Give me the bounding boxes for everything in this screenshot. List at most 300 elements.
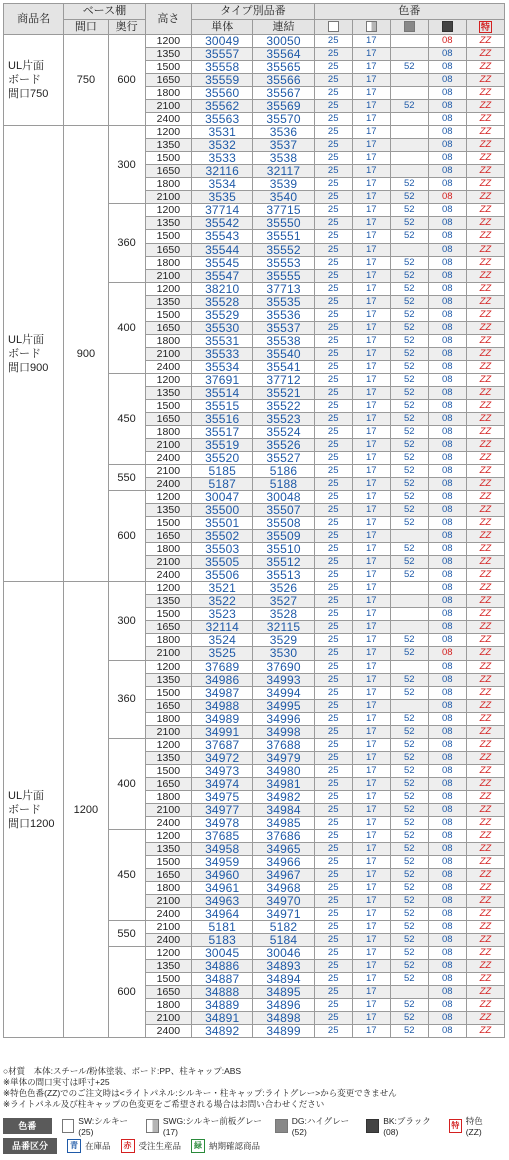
- c08-cell: 08: [428, 217, 466, 230]
- c52-cell: 52: [390, 777, 428, 790]
- czz-cell: ZZ: [466, 113, 504, 126]
- linked-cell: 3526: [253, 582, 314, 595]
- c08-cell: 08: [428, 465, 466, 478]
- c17-cell: 17: [352, 556, 390, 569]
- height-cell: 2100: [145, 895, 192, 908]
- c25-cell: 25: [314, 1012, 352, 1025]
- linked-cell: 3540: [253, 191, 314, 204]
- linked-cell: 34971: [253, 908, 314, 921]
- single-cell: 5185: [192, 465, 253, 478]
- height-cell: 1800: [145, 178, 192, 191]
- c08-cell: 08: [428, 438, 466, 451]
- c17-cell: 17: [352, 855, 390, 868]
- c08-cell: 08: [428, 908, 466, 921]
- c25-cell: 25: [314, 321, 352, 334]
- legend-stock: [3, 1138, 505, 1154]
- c17-cell: 17: [352, 465, 390, 478]
- header-type-code: タイプ別品番: [192, 4, 315, 20]
- c25-cell: 25: [314, 269, 352, 282]
- height-cell: 1200: [145, 126, 192, 139]
- height-cell: 1200: [145, 660, 192, 673]
- c25-cell: 25: [314, 204, 352, 217]
- c17-cell: 17: [352, 764, 390, 777]
- c25-cell: 25: [314, 764, 352, 777]
- c17-cell: 17: [352, 582, 390, 595]
- height-cell: 1350: [145, 295, 192, 308]
- single-cell: 35534: [192, 360, 253, 373]
- czz-cell: ZZ: [466, 452, 504, 465]
- c08-cell: 08: [428, 803, 466, 816]
- linked-cell: 37715: [253, 204, 314, 217]
- c08-cell: 08: [428, 569, 466, 582]
- height-cell: 1500: [145, 308, 192, 321]
- legend-text: SW:シルキー(25): [78, 1116, 128, 1137]
- height-cell: 2100: [145, 1012, 192, 1025]
- c08-cell: 08: [428, 895, 466, 908]
- czz-cell: ZZ: [466, 947, 504, 960]
- height-cell: 1650: [145, 777, 192, 790]
- depth-cell: 360: [108, 660, 145, 738]
- c52-cell: 52: [390, 438, 428, 451]
- linked-cell: 34980: [253, 764, 314, 777]
- depth-cell: 550: [108, 921, 145, 947]
- header-base-shelf: ベース棚: [64, 4, 145, 20]
- c52-cell: [390, 582, 428, 595]
- c52-cell: 52: [390, 386, 428, 399]
- c25-cell: 25: [314, 230, 352, 243]
- c25-cell: 25: [314, 921, 352, 934]
- height-cell: 1650: [145, 986, 192, 999]
- linked-cell: 34968: [253, 882, 314, 895]
- c52-cell: 52: [390, 360, 428, 373]
- c52-cell: 52: [390, 673, 428, 686]
- c08-cell: 08: [428, 777, 466, 790]
- czz-cell: ZZ: [466, 647, 504, 660]
- header-depth: 奥行: [108, 19, 145, 35]
- single-cell: 32116: [192, 165, 253, 178]
- height-cell: 2100: [145, 803, 192, 816]
- czz-cell: ZZ: [466, 556, 504, 569]
- c25-cell: 25: [314, 908, 352, 921]
- c52-cell: 52: [390, 465, 428, 478]
- c08-cell: 08: [428, 87, 466, 100]
- c52-cell: 52: [390, 686, 428, 699]
- single-cell: 34887: [192, 973, 253, 986]
- c52-cell: 52: [390, 738, 428, 751]
- product-name-line: ボード: [8, 803, 41, 816]
- single-cell: 5181: [192, 921, 253, 934]
- header-badge-toku: [466, 19, 504, 35]
- c25-cell: 25: [314, 882, 352, 895]
- height-cell: 2100: [145, 438, 192, 451]
- c25-cell: 25: [314, 412, 352, 425]
- czz-cell: ZZ: [466, 569, 504, 582]
- single-cell: 35503: [192, 543, 253, 556]
- czz-cell: ZZ: [466, 973, 504, 986]
- spec-table: [3, 3, 505, 1038]
- c08-cell: 08: [428, 530, 466, 543]
- product-name-line: ボード: [8, 347, 41, 360]
- c17-cell: 17: [352, 74, 390, 87]
- czz-cell: ZZ: [466, 895, 504, 908]
- c52-cell: 52: [390, 217, 428, 230]
- c17-cell: 17: [352, 869, 390, 882]
- c25-cell: 25: [314, 816, 352, 829]
- linked-cell: 35565: [253, 61, 314, 74]
- c25-cell: 25: [314, 790, 352, 803]
- czz-cell: ZZ: [466, 282, 504, 295]
- czz-cell: ZZ: [466, 269, 504, 282]
- height-cell: 2400: [145, 113, 192, 126]
- c17-cell: 17: [352, 35, 390, 48]
- linked-cell: 32117: [253, 165, 314, 178]
- c08-cell: 08: [428, 921, 466, 934]
- linked-cell: 37713: [253, 282, 314, 295]
- single-cell: 34972: [192, 751, 253, 764]
- czz-cell: ZZ: [466, 360, 504, 373]
- c25-cell: 25: [314, 673, 352, 686]
- linked-cell: 34965: [253, 842, 314, 855]
- c17-cell: 17: [352, 647, 390, 660]
- c17-cell: 17: [352, 139, 390, 152]
- linked-cell: 35555: [253, 269, 314, 282]
- legend-text: 受注生産品: [138, 1141, 182, 1151]
- linked-cell: 3537: [253, 139, 314, 152]
- c25-cell: 25: [314, 842, 352, 855]
- c17-cell: 17: [352, 178, 390, 191]
- c25-cell: 25: [314, 777, 352, 790]
- single-cell: 34964: [192, 908, 253, 921]
- c25-cell: 25: [314, 295, 352, 308]
- c08-cell: 08: [428, 660, 466, 673]
- c52-cell: 52: [390, 204, 428, 217]
- c08-cell: 08: [428, 543, 466, 556]
- stock-icon: 青: [67, 1139, 81, 1153]
- legend-text: SWG:シルキー前板グレー(17): [162, 1116, 262, 1137]
- height-cell: 1200: [145, 282, 192, 295]
- single-cell: 34959: [192, 855, 253, 868]
- header-height: 高さ: [145, 4, 192, 35]
- c52-cell: [390, 139, 428, 152]
- c17-cell: 17: [352, 842, 390, 855]
- c25-cell: 25: [314, 347, 352, 360]
- c25-cell: 25: [314, 113, 352, 126]
- depth-cell: 600: [108, 947, 145, 1038]
- c17-cell: 17: [352, 712, 390, 725]
- single-cell: 34986: [192, 673, 253, 686]
- depth-cell: 400: [108, 282, 145, 373]
- czz-cell: ZZ: [466, 777, 504, 790]
- c52-cell: 52: [390, 425, 428, 438]
- single-cell: 34991: [192, 725, 253, 738]
- linked-cell: 34966: [253, 855, 314, 868]
- single-cell: 3523: [192, 608, 253, 621]
- product-name-line: 間口1200: [8, 817, 55, 830]
- c08-cell: 08: [428, 373, 466, 386]
- height-cell: 1650: [145, 74, 192, 87]
- c52-cell: 52: [390, 829, 428, 842]
- single-cell: 35515: [192, 399, 253, 412]
- c25-cell: 25: [314, 217, 352, 230]
- toku-badge-icon: 特: [449, 1119, 462, 1133]
- single-cell: 35517: [192, 425, 253, 438]
- c52-cell: 52: [390, 634, 428, 647]
- c08-cell: 08: [428, 504, 466, 517]
- linked-cell: 34970: [253, 895, 314, 908]
- depth-cell: 450: [108, 373, 145, 464]
- single-cell: 35562: [192, 100, 253, 113]
- c25-cell: 25: [314, 960, 352, 973]
- note-opening: ※単体の間口実寸は呼寸+25: [3, 1077, 110, 1087]
- single-cell: 37689: [192, 660, 253, 673]
- notes: [3, 1066, 397, 1110]
- czz-cell: ZZ: [466, 908, 504, 921]
- linked-cell: 34995: [253, 699, 314, 712]
- depth-cell: 360: [108, 204, 145, 282]
- height-cell: 1200: [145, 947, 192, 960]
- linked-cell: 35526: [253, 438, 314, 451]
- c17-cell: 17: [352, 947, 390, 960]
- single-cell: 34975: [192, 790, 253, 803]
- single-cell: 34987: [192, 686, 253, 699]
- height-cell: 2400: [145, 816, 192, 829]
- legend-item-bk: [366, 1115, 439, 1137]
- legend-item-swg: [146, 1115, 265, 1137]
- height-cell: 1500: [145, 230, 192, 243]
- linked-cell: 34899: [253, 1025, 314, 1038]
- height-cell: 1350: [145, 673, 192, 686]
- c08-cell: 08: [428, 308, 466, 321]
- product-name-line: 間口900: [8, 361, 49, 374]
- header-single: 単体: [192, 19, 253, 35]
- c25-cell: 25: [314, 452, 352, 465]
- c17-cell: 17: [352, 751, 390, 764]
- linked-cell: 34895: [253, 986, 314, 999]
- note-special-color: ※特色色番(ZZ)でのご注文時は<ライトパネル:シルキー・柱キャップ:ライトグレー>から変更できません: [3, 1088, 397, 1098]
- czz-cell: ZZ: [466, 1012, 504, 1025]
- c52-cell: 52: [390, 543, 428, 556]
- single-cell: 35529: [192, 308, 253, 321]
- swatch-black-icon: [366, 1119, 379, 1133]
- c25-cell: 25: [314, 1025, 352, 1038]
- single-cell: 30047: [192, 491, 253, 504]
- c08-cell: 08: [428, 621, 466, 634]
- c52-cell: 52: [390, 725, 428, 738]
- c25-cell: 25: [314, 334, 352, 347]
- c52-cell: 52: [390, 816, 428, 829]
- height-cell: 2400: [145, 934, 192, 947]
- c08-cell: 08: [428, 673, 466, 686]
- c52-cell: 52: [390, 321, 428, 334]
- single-cell: 35547: [192, 269, 253, 282]
- header-swatch-swg: [352, 19, 390, 35]
- legend-text: 納期確認商品: [209, 1141, 261, 1151]
- c52-cell: 52: [390, 999, 428, 1012]
- linked-cell: 35522: [253, 399, 314, 412]
- height-cell: 1350: [145, 48, 192, 61]
- swatch-half-icon: [366, 21, 377, 32]
- legend-item-order: [121, 1139, 182, 1153]
- c52-cell: [390, 986, 428, 999]
- c25-cell: 25: [314, 438, 352, 451]
- c52-cell: 52: [390, 921, 428, 934]
- single-cell: 34886: [192, 960, 253, 973]
- height-cell: 1800: [145, 790, 192, 803]
- czz-cell: ZZ: [466, 764, 504, 777]
- linked-cell: 32115: [253, 621, 314, 634]
- single-cell: 35531: [192, 334, 253, 347]
- czz-cell: ZZ: [466, 738, 504, 751]
- note-material: ○材質 本体:スチール/粉体塗装、ボード:PP、柱キャップ:ABS: [3, 1066, 242, 1076]
- linked-cell: 34998: [253, 725, 314, 738]
- c25-cell: 25: [314, 360, 352, 373]
- c25-cell: 25: [314, 386, 352, 399]
- c52-cell: 52: [390, 934, 428, 947]
- single-cell: 5187: [192, 478, 253, 491]
- single-cell: 3522: [192, 595, 253, 608]
- legend-item-confirm: [191, 1139, 260, 1153]
- header-product-name: 商品名: [4, 4, 64, 35]
- c52-cell: 52: [390, 478, 428, 491]
- c17-cell: 17: [352, 452, 390, 465]
- c17-cell: 17: [352, 1025, 390, 1038]
- single-cell: 34888: [192, 986, 253, 999]
- single-cell: 34892: [192, 1025, 253, 1038]
- c17-cell: 17: [352, 960, 390, 973]
- czz-cell: ZZ: [466, 230, 504, 243]
- height-cell: 2100: [145, 100, 192, 113]
- depth-cell: 600: [108, 35, 145, 126]
- linked-cell: 34984: [253, 803, 314, 816]
- linked-cell: 35564: [253, 48, 314, 61]
- czz-cell: ZZ: [466, 530, 504, 543]
- c08-cell: 08: [428, 517, 466, 530]
- c52-cell: 52: [390, 1025, 428, 1038]
- c25-cell: 25: [314, 504, 352, 517]
- c25-cell: 25: [314, 803, 352, 816]
- czz-cell: ZZ: [466, 869, 504, 882]
- height-cell: 1800: [145, 882, 192, 895]
- depth-cell: 550: [108, 465, 145, 491]
- c52-cell: 52: [390, 282, 428, 295]
- c25-cell: 25: [314, 256, 352, 269]
- linked-cell: 34896: [253, 999, 314, 1012]
- single-cell: 3532: [192, 139, 253, 152]
- c08-cell: 08: [428, 712, 466, 725]
- single-cell: 35500: [192, 504, 253, 517]
- single-cell: 35528: [192, 295, 253, 308]
- c17-cell: 17: [352, 243, 390, 256]
- czz-cell: ZZ: [466, 921, 504, 934]
- c17-cell: 17: [352, 895, 390, 908]
- linked-cell: 3538: [253, 152, 314, 165]
- c08-cell: 08: [428, 321, 466, 334]
- linked-cell: 5182: [253, 921, 314, 934]
- c08-cell: 08: [428, 842, 466, 855]
- c08-cell: 08: [428, 452, 466, 465]
- depth-cell: 600: [108, 491, 145, 582]
- c52-cell: [390, 35, 428, 48]
- c08-cell: 08: [428, 634, 466, 647]
- height-cell: 2400: [145, 908, 192, 921]
- c25-cell: 25: [314, 48, 352, 61]
- c08-cell: 08: [428, 595, 466, 608]
- c08-cell: 08: [428, 725, 466, 738]
- czz-cell: ZZ: [466, 204, 504, 217]
- header-swatch-bk: [428, 19, 466, 35]
- single-cell: 35530: [192, 321, 253, 334]
- c08-cell: 08: [428, 152, 466, 165]
- single-cell: 34891: [192, 1012, 253, 1025]
- depth-cell: 300: [108, 582, 145, 660]
- c25-cell: 25: [314, 829, 352, 842]
- c52-cell: 52: [390, 960, 428, 973]
- linked-cell: 3536: [253, 126, 314, 139]
- c52-cell: 52: [390, 712, 428, 725]
- height-cell: 1800: [145, 256, 192, 269]
- height-cell: 1500: [145, 517, 192, 530]
- c08-cell: 08: [428, 425, 466, 438]
- linked-cell: 30046: [253, 947, 314, 960]
- linked-cell: 35523: [253, 412, 314, 425]
- c25-cell: 25: [314, 621, 352, 634]
- c25-cell: 25: [314, 543, 352, 556]
- c08-cell: 08: [428, 334, 466, 347]
- single-cell: 30045: [192, 947, 253, 960]
- height-cell: 1200: [145, 373, 192, 386]
- c25-cell: 25: [314, 738, 352, 751]
- czz-cell: ZZ: [466, 582, 504, 595]
- c08-cell: 08: [428, 556, 466, 569]
- c52-cell: 52: [390, 803, 428, 816]
- linked-cell: 34893: [253, 960, 314, 973]
- c17-cell: 17: [352, 113, 390, 126]
- height-cell: 2100: [145, 556, 192, 569]
- swatch-black-icon: [442, 21, 453, 32]
- c25-cell: 25: [314, 243, 352, 256]
- c08-cell: 08: [428, 934, 466, 947]
- czz-cell: ZZ: [466, 543, 504, 556]
- c17-cell: 17: [352, 347, 390, 360]
- c08-cell: 08: [428, 126, 466, 139]
- linked-cell: 3528: [253, 608, 314, 621]
- c17-cell: 17: [352, 543, 390, 556]
- c17-cell: 17: [352, 738, 390, 751]
- c08-cell: 08: [428, 882, 466, 895]
- c52-cell: 52: [390, 452, 428, 465]
- c08-cell: 08: [428, 608, 466, 621]
- height-cell: 1800: [145, 999, 192, 1012]
- height-cell: 1650: [145, 530, 192, 543]
- c52-cell: 52: [390, 295, 428, 308]
- c17-cell: 17: [352, 425, 390, 438]
- height-cell: 1500: [145, 399, 192, 412]
- czz-cell: ZZ: [466, 191, 504, 204]
- c52-cell: [390, 126, 428, 139]
- linked-cell: 35513: [253, 569, 314, 582]
- height-cell: 2400: [145, 478, 192, 491]
- linked-cell: 5186: [253, 465, 314, 478]
- single-cell: 3531: [192, 126, 253, 139]
- c08-cell: 08: [428, 478, 466, 491]
- c08-cell: 08: [428, 191, 466, 204]
- height-cell: 1200: [145, 35, 192, 48]
- opening-cell: 900: [64, 126, 108, 582]
- product-name-line: ボード: [8, 74, 41, 87]
- c08-cell: 08: [428, 1025, 466, 1038]
- c52-cell: 52: [390, 373, 428, 386]
- single-cell: 34960: [192, 869, 253, 882]
